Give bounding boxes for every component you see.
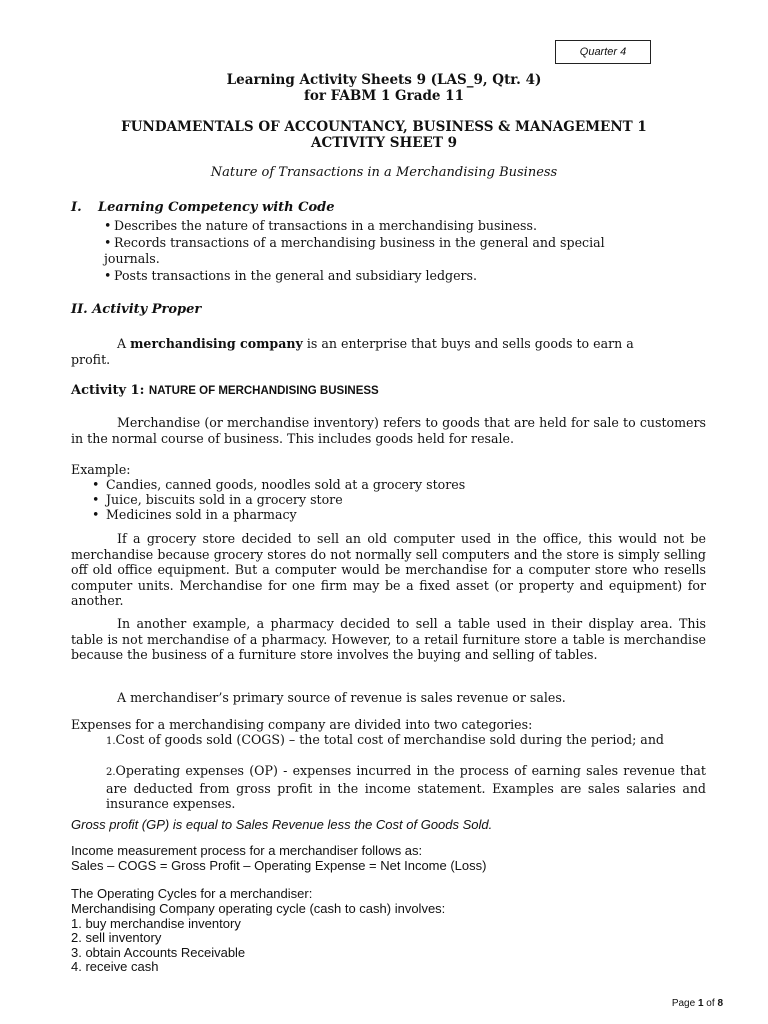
title-line-3: FUNDAMENTALS OF ACCOUNTANCY, BUSINESS & MANAGEMENT 1 — [121, 119, 647, 135]
operating-cycle-intro: Merchandising Company operating cycle (cash to cash) involves: — [71, 901, 446, 916]
title-line-1: Learning Activity Sheets 9 (LAS_9, Qtr. 4) — [226, 72, 542, 88]
section-1-number: I. — [71, 200, 82, 215]
section-2-heading: II. Activity Proper — [71, 302, 202, 317]
income-measurement-intro: Income measurement process for a merchandiser follows as: — [71, 843, 423, 858]
example-label: Example: — [71, 462, 131, 477]
activity-1-heading: Activity 1: NATURE OF MERCHANDISING BUSINESS — [71, 383, 379, 398]
section-1-heading — [71, 200, 335, 216]
bullet-icon: • — [92, 477, 100, 492]
operating-cycles-title: The Operating Cycles for a merchandiser: — [71, 886, 313, 901]
intro-line-end: profit. — [71, 352, 111, 367]
current-page: 1 — [697, 998, 704, 1009]
page-number-footer: Page 1 of 8 — [671, 998, 723, 1009]
section-1-title: Learning Competency with Code — [98, 200, 335, 215]
expense-category-2: 2.Operating expenses (OP) - expenses incurred in the process of earning sales revenue that are deducted from gross profit in the income statement. Examples are sales salaries and insurance expenses. — [106, 763, 706, 811]
title-line-4: ACTIVITY SHEET 9 — [311, 135, 457, 151]
example-item: • Juice, biscuits sold in a grocery store — [92, 492, 343, 507]
title-line-2: for FABM 1 Grade 11 — [304, 88, 464, 104]
bullet-icon: • — [92, 492, 100, 507]
quarter-label: Quarter 4 — [579, 46, 627, 58]
pharmacy-example-paragraph: In another example, a pharmacy decided to sell a table used in their display area. This table is not merchandise of a pharmacy. However, to a retail furniture store a table is merchandise because the business of a furniture store involves the buying and selling of tables. — [71, 616, 706, 662]
bullet-icon: • — [104, 235, 112, 250]
computer-example-paragraph: If a grocery store decided to sell an old computer used in the office, this would not be merchandise because grocery stores do not normally sell computers and the store is simply selling off old office equipment. But a computer would be merchandise for a computer store who resells computer units. Merchandise for one firm may be a fixed asset (or property and equipment) for another. — [71, 531, 706, 608]
merchandise-definition: Merchandise (or merchandise inventory) refers to goods that are held for sale to customers in the normal course of business. This includes goods held for resale. — [71, 415, 706, 446]
bullet-icon: • — [104, 218, 112, 233]
cycle-step: 2. sell inventory — [71, 930, 162, 945]
bullet-icon: • — [92, 507, 100, 522]
document-subtitle: Nature of Transactions in a Merchandising Business — [210, 165, 558, 180]
intro-line: A merchandising company is an enterprise that buys and sells goods to earn a — [117, 336, 634, 351]
bullet-icon: • — [104, 268, 112, 283]
quarter-label-box — [555, 40, 651, 64]
total-pages: 8 — [717, 998, 723, 1009]
competency-item: • Describes the nature of transactions in a merchandising business. — [104, 218, 537, 233]
gross-profit-definition: Gross profit (GP) is equal to Sales Revenue less the Cost of Goods Sold. — [71, 817, 493, 832]
cycle-step: 3. obtain Accounts Receivable — [71, 945, 246, 960]
expense-category-1: 1.Cost of goods sold (COGS) – the total cost of merchandise sold during the period; and — [106, 732, 664, 747]
expenses-intro: Expenses for a merchandising company are divided into two categories: — [71, 717, 533, 732]
competency-item: • Records transactions of a merchandising business in the general and special — [104, 235, 605, 250]
example-item: • Medicines sold in a pharmacy — [92, 507, 297, 522]
cycle-step: 1. buy merchandise inventory — [71, 916, 241, 931]
merchandising-company-term: merchandising company — [130, 336, 303, 351]
example-item: • Candies, canned goods, noodles sold at a grocery stores — [92, 477, 466, 492]
income-formula: Sales – COGS = Gross Profit – Operating Expense = Net Income (Loss) — [71, 858, 487, 873]
revenue-source-paragraph: A merchandiser’s primary source of revenue is sales revenue or sales. — [117, 690, 566, 705]
competency-item-continuation: journals. — [104, 251, 160, 266]
competency-item: • Posts transactions in the general and subsidiary ledgers. — [104, 268, 478, 283]
cycle-step: 4. receive cash — [71, 959, 159, 974]
